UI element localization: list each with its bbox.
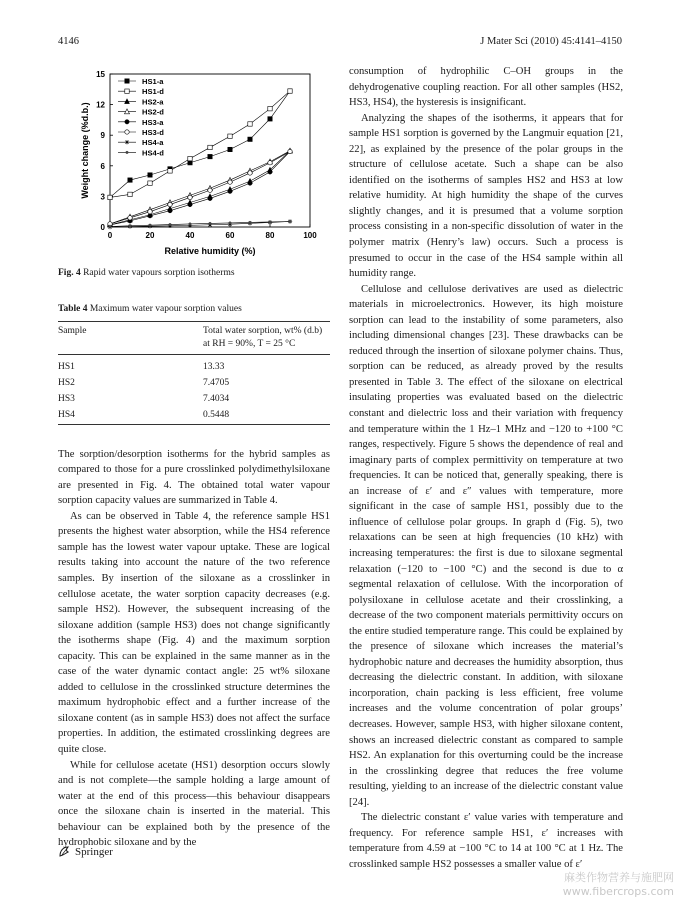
table-caption-label: Table 4 (58, 303, 88, 314)
data-point-hs4-d (209, 222, 212, 225)
legend-label: HS2-a (142, 97, 164, 107)
data-point-hs3-a (188, 202, 192, 206)
x-tick-label: 60 (225, 231, 235, 240)
paragraph: consumption of hydrophilic C–OH groups in the dehydrogenative coupling reaction. For all other samples (HS2, HS3, HS4), the hysteresis is insignificant. (349, 66, 623, 109)
sorption-table (58, 321, 330, 425)
table-cell-value: 7.4034 (203, 394, 230, 405)
data-point-hs1-a (188, 161, 192, 165)
data-point-hs3-d (288, 149, 292, 153)
data-point-hs1-d (248, 122, 252, 126)
data-point-hs1-d (148, 181, 152, 185)
table-header-value (203, 322, 330, 355)
series-line-hs1-d (110, 91, 290, 197)
y-tick-label: 9 (100, 131, 105, 141)
figure-caption-label: Fig. 4 (58, 268, 81, 278)
y-tick-label: 3 (100, 192, 105, 202)
series-line-hs3-a (110, 152, 290, 225)
data-point-hs4-d (169, 223, 172, 226)
table-cell-sample: HS4 (58, 410, 75, 421)
table-cell-sample: HS1 (58, 362, 75, 373)
legend-label: HS4-a (142, 138, 164, 148)
data-point-hs1-d (288, 89, 292, 93)
x-tick-label: 100 (303, 231, 317, 240)
x-axis-label: Relative humidity (%) (164, 246, 256, 256)
data-point-hs1-d (128, 192, 132, 196)
figure-4 (58, 62, 330, 262)
paragraph: The dielectric constant ε′ value varies with temperature and frequency. For reference sample HS1, ε′ increases with temperature from 4.59 at −100 °C to 14 at 100 °C at 1 Hz. The crosslinked sample HS2 possesses a smaller value of ε′ (349, 812, 623, 870)
table-row (58, 408, 330, 425)
data-point-hs3-a (268, 170, 272, 174)
data-point-hs1-d (108, 195, 112, 199)
series-line-hs1-a (110, 91, 290, 197)
data-point-hs4-d (109, 225, 112, 228)
series-line-hs2-a (110, 151, 290, 225)
data-point-hs3-d (268, 161, 272, 165)
legend-label: HS1-d (142, 87, 164, 97)
data-point-hs4-d (269, 221, 272, 224)
x-tick-label: 0 (107, 231, 113, 240)
table-caption (58, 302, 330, 318)
page-number: 4146 (58, 36, 79, 47)
data-point-hs1-d (168, 169, 172, 173)
data-point-hs4-d (289, 220, 292, 223)
legend-marker (125, 130, 129, 134)
paragraph: Analyzing the shapes of the isotherms, it appears that for sample HS1 sorption is governed by the Langmuir equation [21, 22], as explained by the presence of the polar groups in the structure of cellulose acetate. Such a shape can be also identified on the isotherms of samples HS2 and HS3 at low relative humidity. At high humidity the shape of the curves slightly changes, and it is presumed that a volume sorption process consisting in a non-specific dissolution of water in the polymer matrix (Henry’s law) occurs. Such a process is presumed to occur in the case of the HS4 sample within all humidity range. (349, 112, 623, 280)
table-header-value-line1: Total water sorption, wt% (d.b) (203, 326, 323, 337)
table-header-sample: Sample (58, 326, 87, 337)
data-point-hs3-a (248, 181, 252, 185)
right-column (349, 64, 623, 872)
data-point-hs1-a (208, 154, 212, 158)
data-point-hs1-a (228, 147, 232, 151)
x-tick-label: 40 (185, 231, 195, 240)
x-tick-label: 20 (145, 231, 155, 240)
data-point-hs3-d (208, 188, 212, 192)
data-point-hs3-a (208, 196, 212, 200)
data-point-hs3-d (148, 210, 152, 214)
data-point-hs3-d (128, 216, 132, 220)
table-cell-sample: HS2 (58, 378, 75, 389)
legend-marker (125, 120, 129, 124)
y-tick-label: 0 (100, 223, 105, 232)
data-point-hs4-d (189, 223, 192, 226)
figure-caption-text: Rapid water vapours sorption isotherms (83, 268, 235, 278)
series-line-hs4-d (110, 221, 290, 226)
data-point-hs1-a (248, 137, 252, 141)
table-header-value-line2: at RH = 90%, T = 25 °C (203, 339, 296, 350)
data-point-hs3-a (168, 208, 172, 212)
table-cell-value: 13.33 (203, 362, 225, 373)
data-point-hs1-a (148, 173, 152, 177)
data-point-hs3-d (168, 202, 172, 206)
paragraph: As can be observed in Table 4, the reference sample HS1 presents the highest water absorption, while the HS4 reference sample has the lowest water vapour uptake. These are logical results taking into account the nature of the two reference samples. By insertion of the siloxane as a crosslinker in cellulose acetate, the water sorption capacity decreases (e.g. sample HS2). However, the subsequent increasing of the siloxane addition (sample HS3) does not change significantly the isotherms shape (Fig. 4) and the maximum sorption capacity. This can be explained in the same manner as in the case of the water dynamic contact angle: 25 wt% siloxane added to cellulose in the crosslinked structure determines the maximum hydrophobic effect and a further increase of the siloxane content (as in sample HS3) does not affect the surface properties. In addition, the estimated crosslinking degrees are quite close. (58, 510, 330, 755)
legend-label: HS3-a (142, 117, 164, 127)
journal-citation: J Mater Sci (2010) 45:4141–4150 (480, 36, 622, 47)
table-cell-value: 0.5448 (203, 410, 230, 421)
data-point-hs3-d (188, 195, 192, 199)
data-point-hs4-d (149, 224, 152, 227)
springer-logo-icon (58, 845, 71, 858)
watermark-line1: 麻类作物营养与施肥网 (564, 871, 674, 884)
data-point-hs1-d (268, 106, 272, 110)
watermark (563, 871, 674, 899)
legend-label: HS2-d (142, 107, 164, 117)
legend-label: HS1-a (142, 77, 164, 86)
table-header-row (58, 322, 330, 355)
data-point-hs1-d (228, 134, 232, 138)
series-line-hs2-d (110, 151, 290, 224)
plot-frame (110, 74, 310, 227)
y-axis-label: Weight change (%d.b.) (80, 102, 90, 199)
table-cell-sample: HS3 (58, 394, 75, 405)
table-row (58, 355, 330, 376)
data-point-hs3-d (248, 171, 252, 175)
paragraph: While for cellulose acetate (HS1) desorption occurs slowly and is not complete—the sample holding a large amount of water at the end of this process—this behaviour disappears once the siloxane chain is inserted in the material. This behaviour can be explained both by the presence of the hydrophobic siloxane and by the (58, 759, 330, 849)
legend-marker (125, 140, 129, 144)
x-tick-label: 80 (265, 231, 275, 240)
y-tick-label: 12 (96, 100, 105, 110)
data-point-hs1-a (128, 178, 132, 182)
data-point-hs3-a (228, 189, 232, 193)
legend-label: HS3-d (142, 128, 164, 137)
data-point-hs4-d (229, 222, 232, 225)
table-caption-text: Maximum water vapour sorption values (89, 303, 242, 314)
y-tick-label: 15 (96, 70, 105, 79)
table-row (58, 392, 330, 408)
publisher-name: Springer (75, 845, 113, 858)
table-row (58, 376, 330, 392)
footer (58, 845, 113, 858)
data-point-hs3-a (148, 214, 152, 218)
data-point-hs3-d (228, 180, 232, 184)
table-cell-value: 7.4705 (203, 378, 230, 389)
data-point-hs1-d (188, 156, 192, 160)
watermark-line2: www.fibercrops.com (562, 885, 674, 898)
y-tick-label: 6 (100, 161, 105, 171)
left-column (58, 62, 330, 851)
data-point-hs1-d (208, 145, 212, 149)
paragraph: The sorption/desorption isotherms for the hybrid samples as compared to those for a pure crosslinked polydimethylsiloxane are presented in Fig. 4. The obtained total water vapour sorption capacity values are summarized in Table 4. (58, 448, 330, 507)
data-point-hs4-d (249, 221, 252, 224)
paragraph: Cellulose and cellulose derivatives are used as dielectric materials in microelectronics. However, its high moisture sorption can lead to the instability of some parameters, also including dimensional changes [23]. These drawbacks can be reduced through the insertion of siloxane polymer chains. Thus, sorption can be reduced, as already proved by the results presented in Table 3. The effect of the siloxane on electrical insulating properties was evaluated based on the dielectric constant and dielectric loss and their variation with frequency and temperature within the 1 Hz–1 MHz and −120 to +100 °C ranges, respectively. Figure 5 shows the dependence of real and imaginary parts of complex permittivity on temperature at two frequencies. It can be noticed that, generally speaking, there is an increase of ε′ and ε″ values with temperature, more significant in the case of sample HS1, possibly due to the influence of cellulose polar groups. In graph d (Fig. 5), two relaxations can be seen at high frequencies (10 kHz) with increasing temperatures: the first is due to siloxane segmental relaxation (−120 to −100 °C) and the second is due to α segmental relaxation of cellulose. With the incorporation of polysiloxane in cellulose acetate and their crosslinking, a decrease of the two component materials permittivity occurs on the entire studied temperature range. This could be explained by the presence of siloxane which increases the material’s hydrophobic nature and decreases the humidity absorption, thus decreasing the dielectric constant. In addition, with siloxane incorporation, chain packing is less efficient, free volume increases and the volume concentration of polar groups’ decreases. However, sample HS3, with higher siloxane content, shows an increased dielectric constant as compared to sample HS2. An explanation for this overturning could be the increase in the crosslinking degree that reduces the free volume resulting, yielding to an increase of the dielectric constant value [24]. (349, 283, 623, 808)
data-point-hs1-a (268, 117, 272, 121)
legend-label: HS4-d (142, 148, 164, 158)
figure-caption (58, 266, 330, 282)
legend-marker (125, 89, 129, 93)
data-point-hs4-d (129, 224, 132, 227)
legend-marker (126, 151, 129, 154)
sorption-chart (58, 62, 330, 262)
legend-marker (125, 79, 129, 83)
series-line-hs3-d (110, 152, 290, 224)
